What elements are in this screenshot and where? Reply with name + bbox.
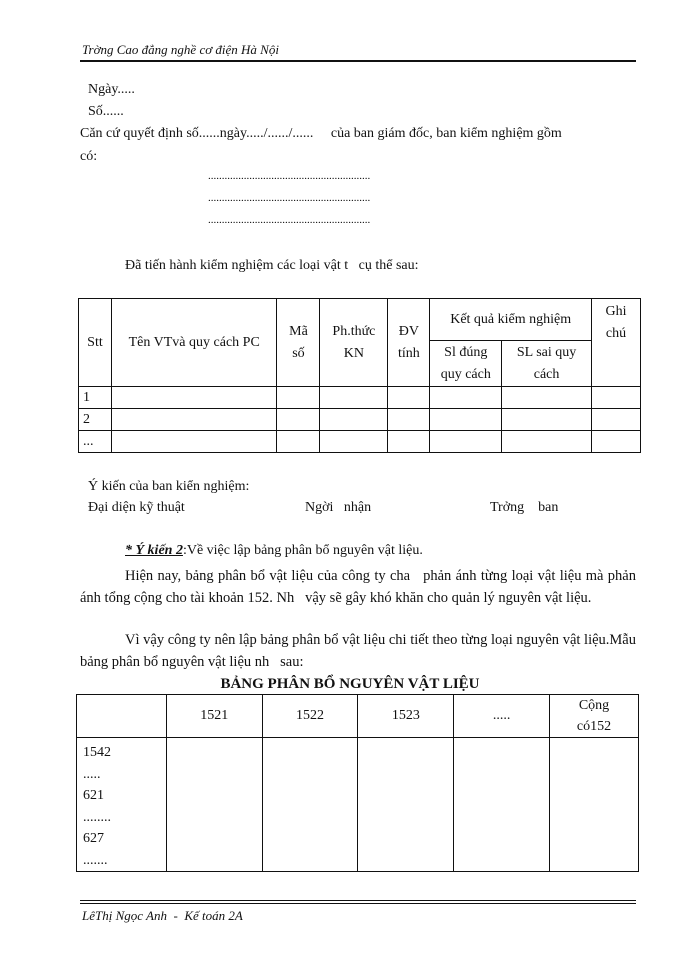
signature-head: Trởng ban [490,500,559,515]
header-method: Ph.thức KN [320,299,388,387]
signature-receiver: Ngời nhận [305,500,372,515]
page-footer: LêThị Ngọc Anh - Kế toán 2A [82,908,243,923]
dotted-line-3: ........................................................... [208,214,371,226]
dotted-line-2: ........................................................... [208,192,371,204]
column-header [77,695,167,738]
section-title: * Ý kiến 2 [125,543,183,558]
header-name: Tên VTvà quy cách PC [111,299,277,387]
header-correct: Sl đúng quy cách [430,341,502,387]
row-labels-cell [77,738,167,872]
row-label: ........ [83,809,111,825]
page-header: Trờng Cao đẳng nghề cơ điện Hà Nội [82,42,279,57]
intro-text: Đã tiến hành kiểm nghiệm các loại vật t cụ thể sau: [125,258,419,273]
date-line: Ngày..... [88,82,135,97]
footer-rule-bottom [80,903,636,904]
footer-rule-top [80,900,636,901]
row-stt: ... [79,431,112,453]
header-unit: ĐV tính [388,299,430,387]
row-label: 1542 [83,745,111,760]
column-header: 1523 [358,695,454,738]
opinion-label: Ý kiến của ban kiển nghiệm: [88,479,250,494]
header-stt: Stt [79,299,112,387]
column-header: 1522 [262,695,358,738]
row-label: 627 [83,831,104,846]
section-title-rest: :Về việc lập bảng phân bổ nguyên vật liệu. [182,543,423,558]
allocation-table-title: BẢNG PHÂN BỔ NGUYÊN VẬT LIỆU [220,676,480,692]
allocation-table [76,694,639,872]
paragraph-1: Hiện nay, bảng phân bổ vật liệu của công ty cha phản ánh từng loại vật liệu mà phản ánh tổng cộng cho tài khoản 152. Nh vậy sẽ gây khó khăn cho quản lý nguyên vật liệu. [80,568,640,606]
column-header: ..... [454,695,550,738]
header-result: Kết quả kiểm nghiệm [430,299,592,341]
row-stt: 2 [79,409,112,431]
row-stt: 1 [79,387,112,409]
header-rule [80,60,636,62]
header-note: Ghi chú [591,299,640,387]
number-line: Số...... [88,104,124,119]
basis-line-2: có: [80,149,98,164]
table-row [79,409,641,431]
column-header: 1521 [166,695,262,738]
inspection-table [78,298,641,453]
paragraph-2: Vì vậy công ty nên lập bảng phân bổ vật liệu chi tiết theo từng loại nguyên vật liệu.Mẫu bảng phân bổ nguyên vật liệu nh sau: [80,632,640,670]
signature-technical: Đại diện kỹ thuật [88,500,185,515]
table-row [79,431,641,453]
table-row [79,387,641,409]
header-code: Mã số [277,299,320,387]
header-wrong: SL sai quy cách [502,341,592,387]
row-label: ..... [83,766,101,782]
row-label: ....... [83,852,108,868]
basis-line: Căn cứ quyết định số......ngày...../....../...... của ban giám đốc, ban kiểm nghiệm gồm [80,126,562,141]
section-heading [125,543,423,559]
dotted-line-1: ........................................................... [208,170,371,182]
column-header: Cộng có152 [550,695,639,738]
row-label: 621 [83,788,104,803]
